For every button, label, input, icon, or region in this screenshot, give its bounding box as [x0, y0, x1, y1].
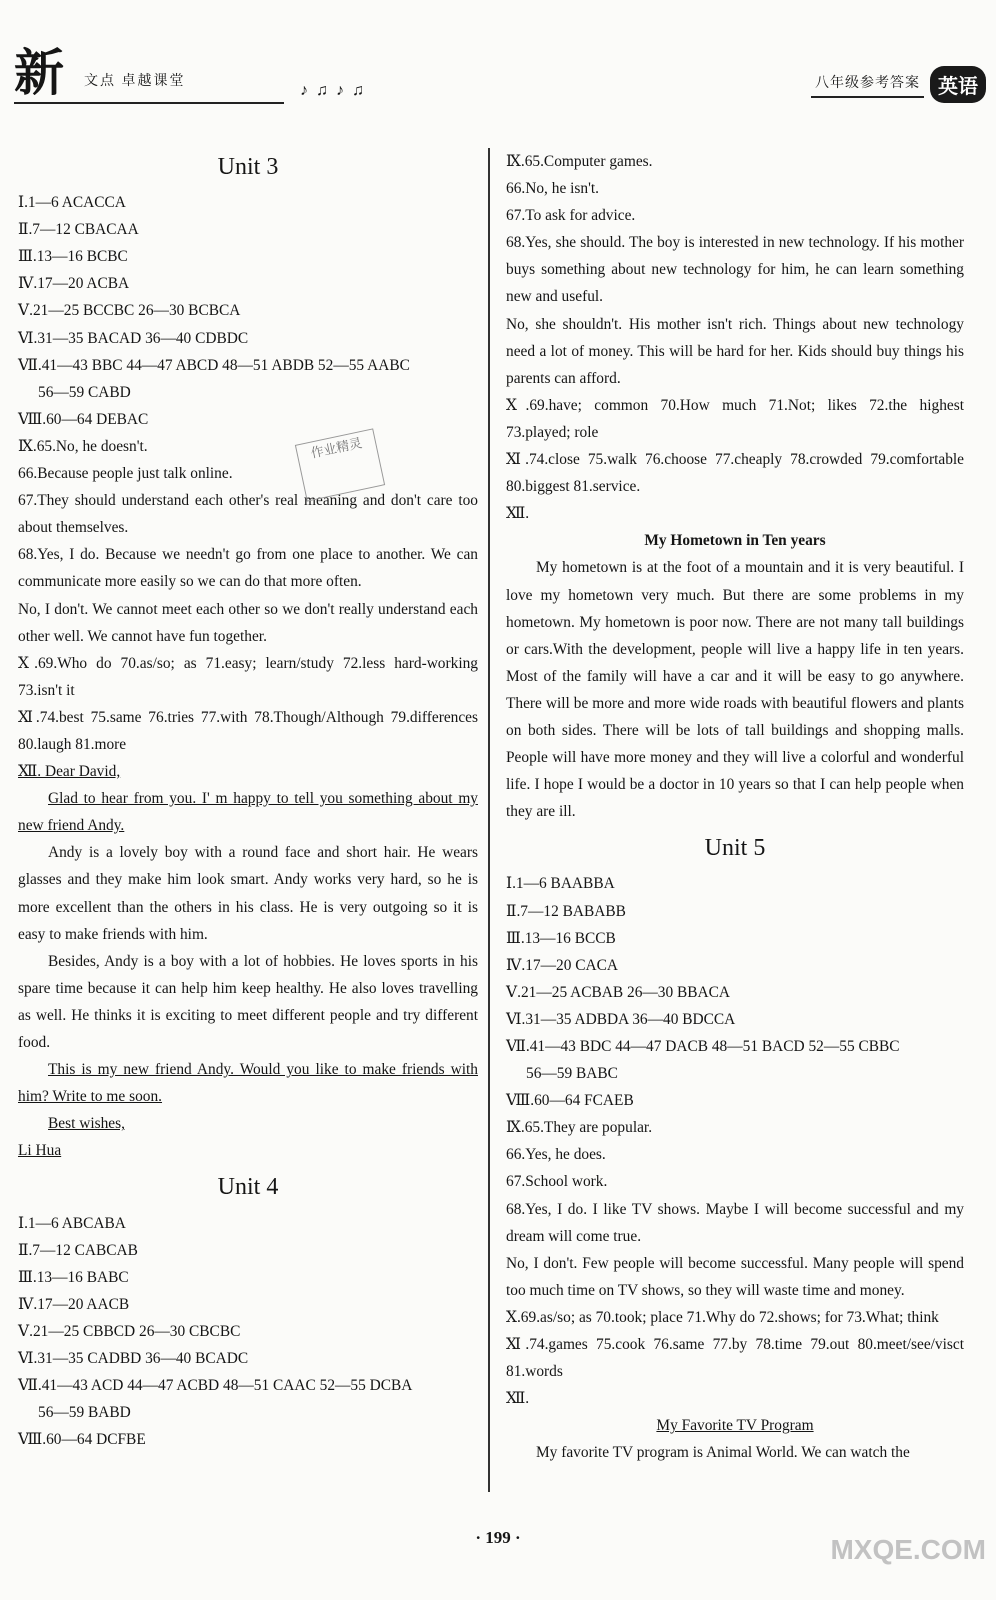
answer-line: 67.They should understand each other's real meaning and don't care too about themselves. [18, 492, 478, 537]
answer-line: 68.Yes, she should. The boy is interested in new technology. If his mother buys something about new technology for him, he can learn something new and useful. [506, 234, 964, 306]
answer-line: Ⅱ.7—12 BABABB [506, 902, 626, 920]
unit-title: Unit 5 [704, 835, 766, 862]
essay-paragraph: My favorite TV program is Animal World. We can watch the [536, 1444, 910, 1462]
right-column [506, 148, 964, 1467]
answer-line: 66.Because people just talk online. [18, 465, 233, 483]
answer-line: 66.Yes, he does. [506, 1146, 606, 1164]
answer-line: 68.Yes, I do. Because we needn't go from one place to another. We can communicate more easily so we can do that more often. [18, 546, 478, 591]
answer-line: Ⅹ.69.have; common 70.How much 71.Not; likes 72.the highest 73.played; role [506, 396, 964, 441]
header-right [811, 66, 986, 103]
essay-title: My Hometown in Ten years [644, 532, 826, 550]
decorative-notes-icon: ♪ ♫ ♪ ♫ [300, 82, 366, 99]
answer-line: Ⅱ.7—12 CABCAB [18, 1241, 138, 1259]
page-number: · 199 · [475, 1528, 521, 1547]
essay-title: My Favorite TV Program [656, 1417, 814, 1435]
answer-line: 67.To ask for advice. [506, 207, 636, 225]
answer-line: Ⅰ.1—6 ABCABA [18, 1214, 126, 1232]
book-title: 八年级参考答案 [811, 72, 924, 98]
answer-line: No, she shouldn't. His mother isn't rich. Things about new technology need a lot of money. This will be hard for her. Kids should buy things his parents can afford. [506, 315, 964, 387]
answer-line: 56—59 BABD [38, 1404, 131, 1422]
answer-line: Ⅰ.1—6 BAABBA [506, 875, 615, 893]
answer-line: Ⅷ.60—64 DEBAC [18, 410, 149, 428]
essay-paragraph: Glad to hear from you. I' m happy to tell you something about my new friend Andy. [18, 790, 478, 835]
answer-line: Ⅶ.41—43 ACD 44—47 ACBD 48—51 CAAC 52—55 DCBA [18, 1377, 413, 1395]
answer-line: Ⅳ.17—20 CACA [506, 956, 619, 974]
answer-line: Ⅳ.17—20 AACB [18, 1295, 130, 1313]
answer-line: Ⅲ.13—16 BCCB [506, 929, 616, 947]
answer-line: Ⅻ. [506, 1390, 530, 1408]
answer-line: Ⅰ.1—6 ACACCA [18, 194, 126, 212]
answer-line: Ⅷ.60—64 DCFBE [18, 1431, 146, 1449]
answer-line: 56—59 BABC [526, 1065, 618, 1083]
answer-line: Ⅸ.65.No, he doesn't. [18, 437, 148, 455]
answer-line: Best wishes, [48, 1115, 125, 1133]
answer-line: Ⅴ.21—25 CBBCD 26—30 CBCBC [18, 1322, 241, 1340]
answer-line: 66.No, he isn't. [506, 180, 599, 198]
answer-line: Ⅶ.41—43 BDC 44—47 DACB 48—51 BACD 52—55 CBBC [506, 1038, 900, 1055]
answer-line: Li Hua [18, 1142, 62, 1160]
answer-line: 56—59 CABD [38, 383, 131, 401]
answer-line: Ⅲ.13—16 BCBC [18, 248, 128, 266]
essay-paragraph: Besides, Andy is a boy with a lot of hobbies. He loves sports in his spare time because it can help him keep healthy. He also loves travelling as well. He thinks it is exciting to meet different people and try different food. [18, 952, 478, 1051]
answer-line: Ⅵ.31—35 BACAD 36—40 CDBDC [18, 329, 249, 347]
essay-paragraph: This is my new friend Andy. Would you like to make friends with him? Write to me soon. [18, 1061, 478, 1106]
answer-line: 68.Yes, I do. I like TV shows. Maybe I will become successful and my dream will come true. [506, 1200, 964, 1245]
answer-line: Ⅲ.13—16 BABC [18, 1268, 129, 1286]
answer-line: Ⅻ. Dear David, [18, 763, 121, 781]
essay-paragraph: My hometown is at the foot of a mountain and it is very beautiful. I love my hometown very much. But there are some problems in my hometown. My hometown is poor now. There are not many tall buildings or cars.With the development, people will live a happy life in ten years. Most of the family will have a car and it will be easy to go anywhere. There will be more and more wide roads with beautiful flowers and plants on both sides. There will be lots of tall buildings and shopping malls. People will have more money and they will live a colorful and wonderful life. I hope I would be a doctor in 10 years so that I can help people when they are ill. [506, 559, 964, 821]
answer-line: Ⅻ. [506, 505, 530, 523]
left-column [18, 148, 478, 1453]
subject-badge: 英语 [930, 66, 986, 103]
answer-line: Ⅵ.31—35 CADBD 36—40 BCADC [18, 1350, 249, 1368]
unit-title: Unit 4 [217, 1174, 279, 1201]
answer-line: Ⅵ.31—35 ADBDA 36—40 BDCCA [506, 1010, 736, 1028]
answer-line: Ⅹ.69.as/so; as 70.took; place 71.Why do 72.shows; for 73.What; think [506, 1308, 939, 1326]
answer-line: Ⅺ.74.best 75.same 76.tries 77.with 78.Though/Although 79.differences 80.laugh 81.more [18, 708, 478, 753]
brand-subtitle: 文点 卓越课堂 [84, 74, 186, 89]
essay-paragraph: Andy is a lovely boy with a round face and short hair. He wears glasses and they make him look smart. Andy works very hard, so he is more excellent than the others in his class. He is very outgoing so it is easy to make friends with him. [18, 844, 478, 943]
brand-logo [14, 45, 186, 101]
answer-line: Ⅴ.21—25 BCCBC 26—30 BCBCA [18, 302, 241, 320]
unit-title: Unit 3 [217, 154, 279, 180]
answer-line: No, I don't. We cannot meet each other so we don't really understand each other well. We cannot have fun together. [18, 600, 478, 645]
answer-line: Ⅶ.41—43 BBC 44—47 ABCD 48—51 ABDB 52—55 AABC [18, 356, 410, 374]
stamp-text: 作业精灵 [309, 435, 364, 461]
answer-line: Ⅸ.65.Computer games. [506, 153, 653, 170]
answer-line: Ⅱ.7—12 CBACAA [18, 221, 139, 239]
watermark: MXQE.COM [830, 1534, 986, 1565]
answer-line: Ⅳ.17—20 ACBA [18, 275, 130, 293]
column-divider [488, 148, 490, 1492]
brand-glyph: 新 [14, 45, 64, 101]
answer-line: 67.School work. [506, 1173, 608, 1191]
header-rule [14, 102, 284, 104]
answer-line: Ⅷ.60—64 FCAEB [506, 1092, 634, 1110]
answer-line: Ⅸ.65.They are popular. [506, 1119, 653, 1137]
answer-line: Ⅺ.74.close 75.walk 76.choose 77.cheaply 78.crowded 79.comfortable 80.biggest 81.service. [506, 451, 964, 496]
answer-line: Ⅺ.74.games 75.cook 76.same 77.by 78.time 79.out 80.meet/see/visct 81.words [506, 1336, 964, 1381]
answer-line: No, I don't. Few people will become successful. Many people will spend too much time on TV shows, so they will waste time and money. [506, 1254, 964, 1299]
page-header [0, 0, 996, 120]
answer-line: Ⅹ.69.Who do 70.as/so; as 71.easy; learn/study 72.less hard-working 73.isn't it [18, 654, 478, 699]
answer-line: Ⅴ.21—25 ACBAB 26—30 BBACA [506, 983, 731, 1001]
